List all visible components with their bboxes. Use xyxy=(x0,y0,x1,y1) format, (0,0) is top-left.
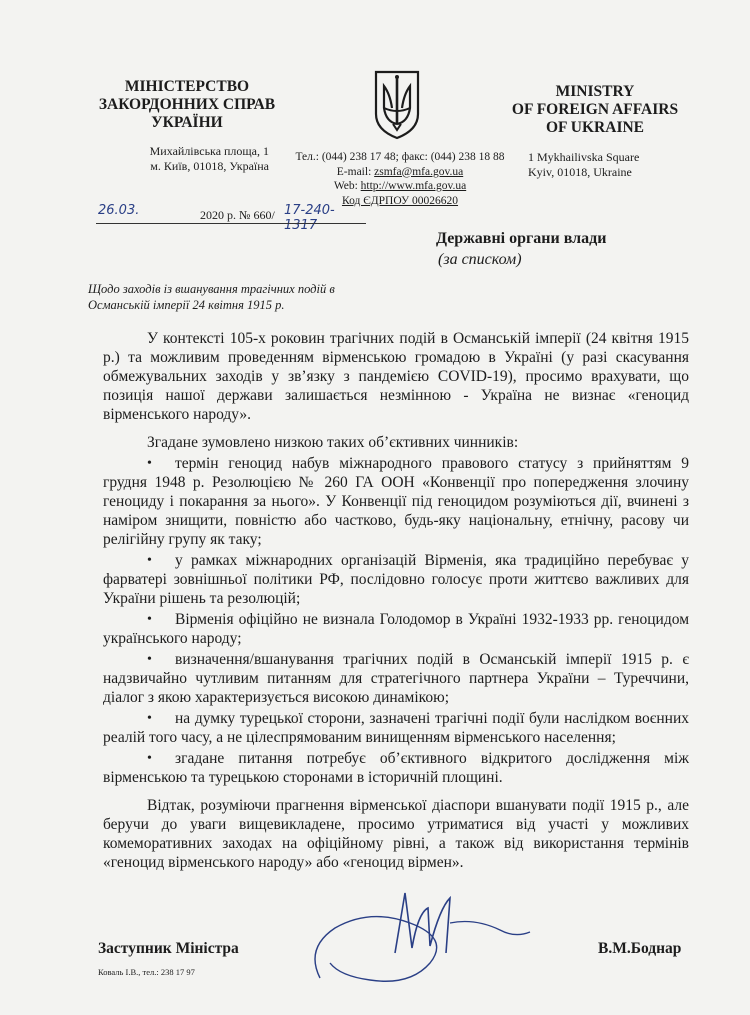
address-en: 1 Mykhailivska Square Kyiv, 01018, Ukraine xyxy=(528,150,640,179)
ministry-name-ua: МІНІСТЕРСТВО ЗАКОРДОННИХ СПРАВ УКРАЇНИ xyxy=(98,78,276,131)
ministry-name-en: MINISTRY OF FOREIGN AFFAIRS OF UKRAINE xyxy=(511,83,679,136)
bullet-icon: • xyxy=(147,711,152,726)
list-item: • у рамках міжнародних організацій Вірменія, яка традиційно перебуває у фарватері зовнішньої політики РФ, послідовно голосує проти життєво важливих для України рішень та резолюцій; xyxy=(103,552,689,607)
bullet-icon: • xyxy=(147,652,152,667)
web-line: Web: http://www.mfa.gov.ua xyxy=(333,180,467,192)
bullet-icon: • xyxy=(147,456,152,471)
list-item: • на думку турецької сторони, зазначені трагічні події були наслідком воєнних реалій того часу, а не цілеспрямованим винищенням вірменського населення; xyxy=(103,710,689,746)
email-line: E-mail: zsmfa@mfa.gov.ua xyxy=(336,165,464,178)
list-item: • визначення/вшанування трагічних подій в Османській імперії 1915 р. є надзвичайно чутливим питанням для стратегічного партнера України – Туреччини, діалог з якою характеризується високою динамікою; xyxy=(103,651,689,706)
signatory-name: В.М.Боднар xyxy=(598,940,682,957)
paragraph-intro: У контексті 105-х роковин трагічних подій в Османській імперії (24 квітня 1915 р.) та можливим проведенням вірменською громадою в Україні (у разі скасування обмежувальних заходів у зв’язку з пандемією COVID-19), просимо врахувати, що позиція нашої держави залишається незмінною - Україна не визнає «геноцид вірменського народу». xyxy=(103,330,689,423)
addressee-note: (за списком) xyxy=(438,251,522,268)
coat-of-arms-icon xyxy=(372,68,422,140)
addressee-title: Державні органи влади xyxy=(436,230,607,247)
bullet-icon: • xyxy=(147,612,152,627)
executor-note: Коваль І.В., тел.: 238 17 97 xyxy=(98,967,195,977)
email-link[interactable]: zsmfa@mfa.gov.ua xyxy=(374,165,464,178)
handwritten-signature xyxy=(300,868,540,993)
paragraph-factors: Згадане зумовлено низкою таких об’єктивних чинників: xyxy=(147,434,519,451)
list-item: • термін геноцид набув міжнародного правового статусу з прийняттям 9 грудня 1948 р. Резолюцією № 260 ГА ООН «Конвенції про попередження злочину геноциду і покарання за нього». У Конвенції під геноцидом розуміються дії, вчинені з наміром знищити, повністю або частково, будь-яку національну, етнічну, расову чи релігійну групу як таку; xyxy=(103,455,689,548)
letter-body xyxy=(103,329,689,872)
registry-code: Код ЄДРПОУ 00026620 xyxy=(341,194,459,207)
contact-info xyxy=(250,150,550,208)
letter-subject: Щодо заходів із вшанування трагічних подій в Османській імперії 24 квітня 1915 р. xyxy=(88,282,335,312)
handwritten-date: 26.03. xyxy=(98,203,140,218)
addressee xyxy=(436,228,606,270)
bullet-icon: • xyxy=(147,553,152,568)
list-item: • згадане питання потребує об’єктивного відкритого дослідження між вірменською та турецькою сторонами в історичній площині. xyxy=(103,750,689,786)
phone-fax: Тел.: (044) 238 17 48; факс: (044) 238 18 88 xyxy=(295,151,505,163)
paragraph-request: Відтак, розуміючи прагнення вірменської діаспори вшанувати події 1915 р., але беручи до уваги вищевикладене, просимо утриматися від участі у можливих комеморативних заходах на офіційному рівні, а також від використання термінів «геноцид вірменського народу» або «геноцид вірмен». xyxy=(103,797,689,871)
address-ua: Михайлівська площа, 1 м. Київ, 01018, Україна xyxy=(149,144,269,173)
list-item: • Вірменія офіційно не визнала Голодомор в Україні 1932-1933 рр. геноцидом українського народу; xyxy=(103,611,689,647)
signatory-title: Заступник Міністра xyxy=(98,940,239,957)
bullet-icon: • xyxy=(147,751,152,766)
reference-printed: 2020 р. № 660/ xyxy=(200,208,275,222)
web-link[interactable]: http://www.mfa.gov.ua xyxy=(360,180,467,192)
reference-line xyxy=(96,203,366,233)
factor-list xyxy=(103,454,689,787)
handwritten-number: 17-240-1317 xyxy=(284,203,335,233)
reference-underline xyxy=(96,223,366,224)
